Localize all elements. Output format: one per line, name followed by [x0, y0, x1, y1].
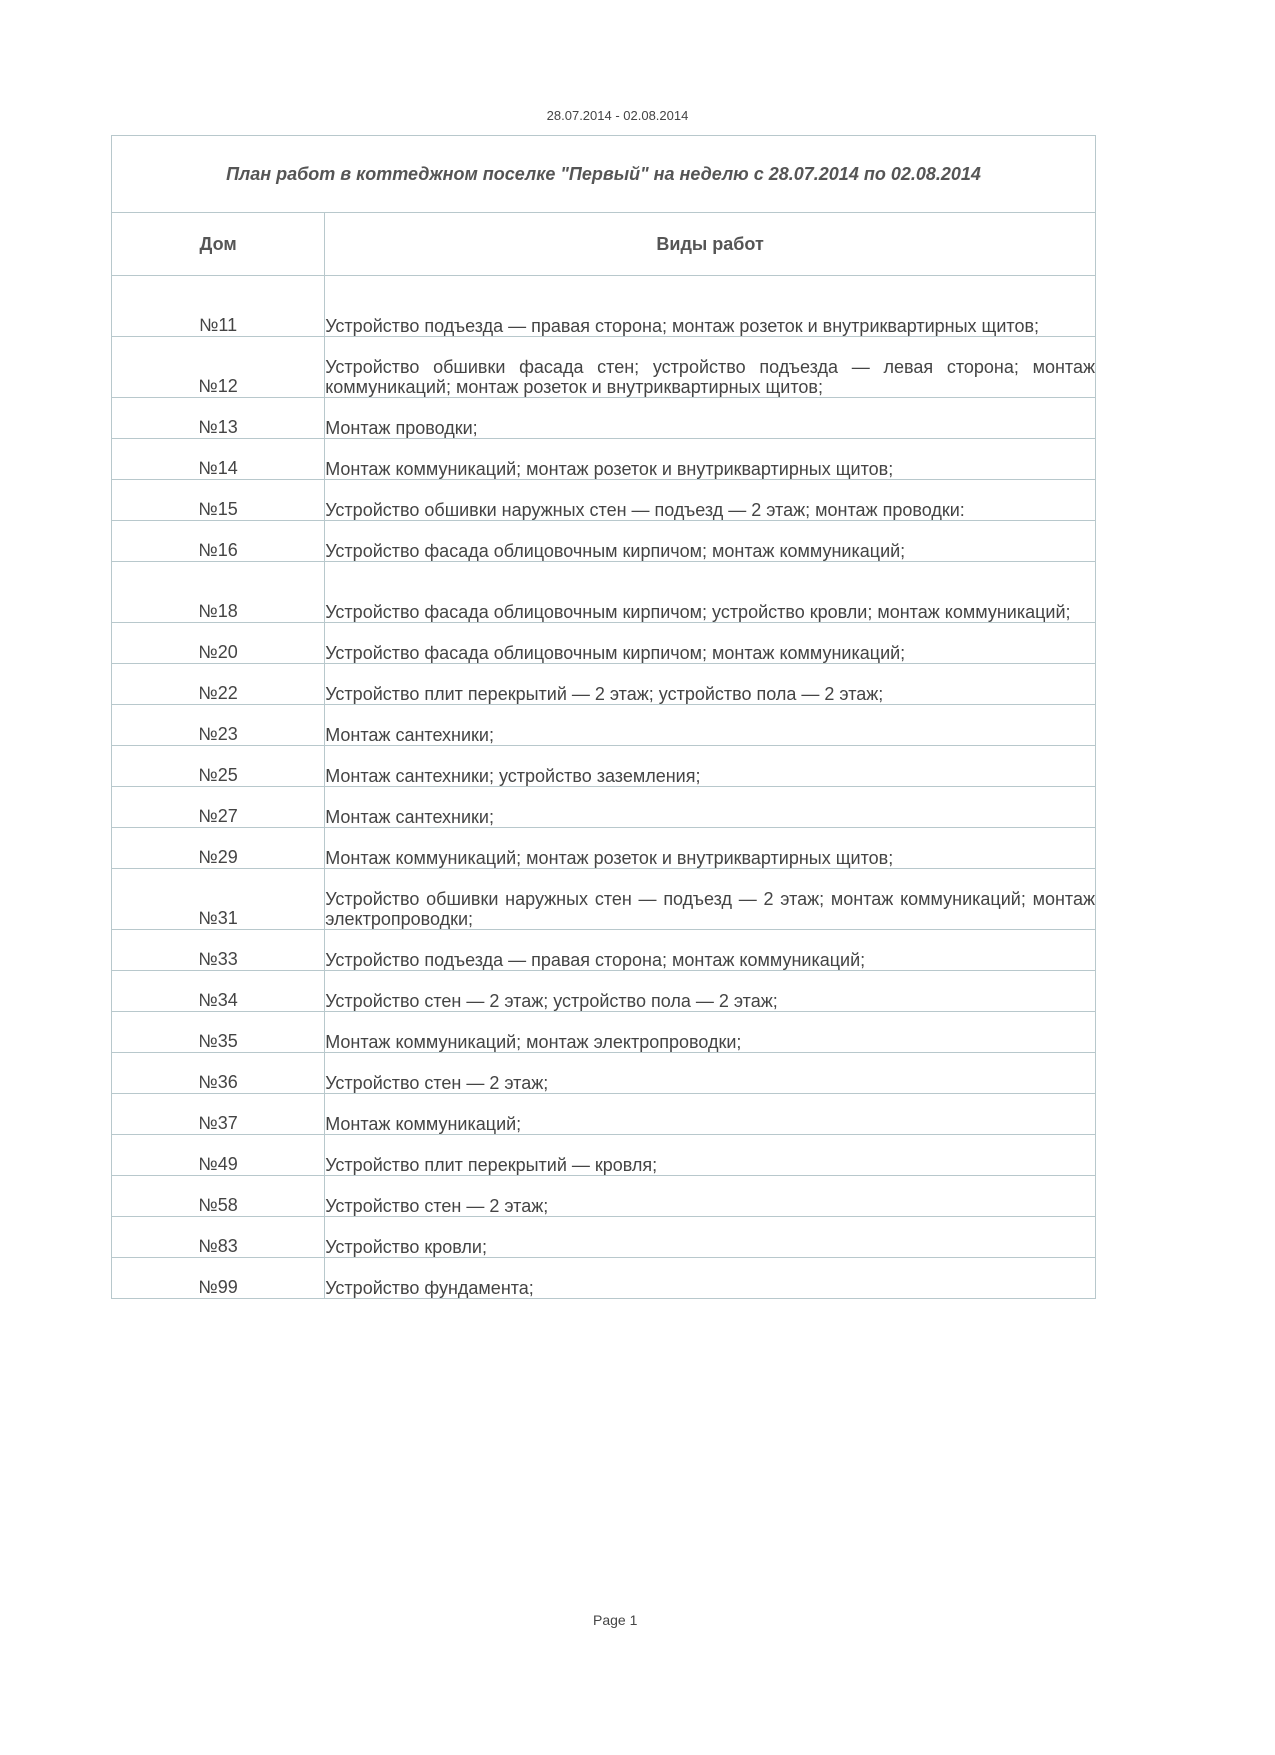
table-row [112, 1094, 1096, 1135]
house-number-cell: №15 [112, 480, 325, 521]
work-types-cell: Устройство обшивки фасада стен; устройство подъезда — левая сторона; монтаж коммуникаций; монтаж розеток и внутриквартирных щитов; [325, 337, 1096, 398]
work-types-cell: Устройство фундамента; [325, 1258, 1096, 1299]
house-number-cell: №22 [112, 664, 325, 705]
house-number-cell: №83 [112, 1217, 325, 1258]
house-number-cell: №58 [112, 1176, 325, 1217]
table-row [112, 337, 1096, 398]
work-types-cell: Устройство подъезда — правая сторона; монтаж розеток и внутриквартирных щитов; [325, 276, 1096, 337]
work-types-cell: Устройство стен — 2 этаж; [325, 1053, 1096, 1094]
table-row [112, 1176, 1096, 1217]
table-row [112, 1258, 1096, 1299]
work-types-cell: Устройство фасада облицовочным кирпичом; монтаж коммуникаций; [325, 521, 1096, 562]
house-number-cell: №11 [112, 276, 325, 337]
work-types-cell: Устройство кровли; [325, 1217, 1096, 1258]
table-row [112, 930, 1096, 971]
table-row [112, 971, 1096, 1012]
table-row [112, 1012, 1096, 1053]
table-row [112, 869, 1096, 930]
work-types-cell: Устройство фасада облицовочным кирпичом; устройство кровли; монтаж коммуникаций; [325, 562, 1096, 623]
work-types-cell: Устройство обшивки наружных стен — подъезд — 2 этаж; монтаж проводки: [325, 480, 1096, 521]
work-types-cell: Монтаж сантехники; [325, 787, 1096, 828]
house-number-cell: №34 [112, 971, 325, 1012]
house-number-cell: №16 [112, 521, 325, 562]
work-types-cell: Монтаж сантехники; [325, 705, 1096, 746]
table-row [112, 521, 1096, 562]
table-row [112, 439, 1096, 480]
table-row [112, 664, 1096, 705]
house-number-cell: №23 [112, 705, 325, 746]
table-row [112, 1217, 1096, 1258]
work-types-cell: Монтаж коммуникаций; монтаж розеток и внутриквартирных щитов; [325, 439, 1096, 480]
house-number-cell: №27 [112, 787, 325, 828]
work-types-cell: Устройство стен — 2 этаж; [325, 1176, 1096, 1217]
table-row [112, 623, 1096, 664]
work-types-cell: Монтаж проводки; [325, 398, 1096, 439]
work-types-cell: Устройство плит перекрытий — 2 этаж; устройство пола — 2 этаж; [325, 664, 1096, 705]
page-number: Page 1 [593, 1612, 638, 1628]
work-types-cell: Устройство стен — 2 этаж; устройство пола — 2 этаж; [325, 971, 1096, 1012]
table-row [112, 828, 1096, 869]
work-types-cell: Устройство обшивки наружных стен — подъезд — 2 этаж; монтаж коммуникаций; монтаж электропроводки; [325, 869, 1096, 930]
column-header-house: Дом [112, 213, 325, 276]
table-row [112, 787, 1096, 828]
work-types-cell: Устройство фасада облицовочным кирпичом; монтаж коммуникаций; [325, 623, 1096, 664]
house-number-cell: №33 [112, 930, 325, 971]
house-number-cell: №29 [112, 828, 325, 869]
house-number-cell: №20 [112, 623, 325, 664]
table-row [112, 746, 1096, 787]
house-number-cell: №49 [112, 1135, 325, 1176]
house-number-cell: №37 [112, 1094, 325, 1135]
table-row [112, 1053, 1096, 1094]
house-number-cell: №35 [112, 1012, 325, 1053]
work-types-cell: Монтаж коммуникаций; монтаж электропроводки; [325, 1012, 1096, 1053]
table-row [112, 276, 1096, 337]
work-types-cell: Устройство подъезда — правая сторона; монтаж коммуникаций; [325, 930, 1096, 971]
work-plan-table [111, 135, 1096, 1299]
house-number-cell: №18 [112, 562, 325, 623]
house-number-cell: №25 [112, 746, 325, 787]
table-row [112, 398, 1096, 439]
table-row [112, 480, 1096, 521]
house-number-cell: №12 [112, 337, 325, 398]
work-types-cell: Монтаж коммуникаций; монтаж розеток и внутриквартирных щитов; [325, 828, 1096, 869]
work-types-cell: Монтаж сантехники; устройство заземления; [325, 746, 1096, 787]
table-title: План работ в коттеджном поселке "Первый" на неделю с 28.07.2014 по 02.08.2014 [112, 136, 1096, 213]
work-types-cell: Монтаж коммуникаций; [325, 1094, 1096, 1135]
period-header: 28.07.2014 - 02.08.2014 [546, 108, 689, 123]
house-number-cell: №31 [112, 869, 325, 930]
table-row [112, 562, 1096, 623]
house-number-cell: №13 [112, 398, 325, 439]
column-header-work-types: Виды работ [325, 213, 1096, 276]
house-number-cell: №36 [112, 1053, 325, 1094]
house-number-cell: №99 [112, 1258, 325, 1299]
work-types-cell: Устройство плит перекрытий — кровля; [325, 1135, 1096, 1176]
table-row [112, 1135, 1096, 1176]
house-number-cell: №14 [112, 439, 325, 480]
table-row [112, 705, 1096, 746]
